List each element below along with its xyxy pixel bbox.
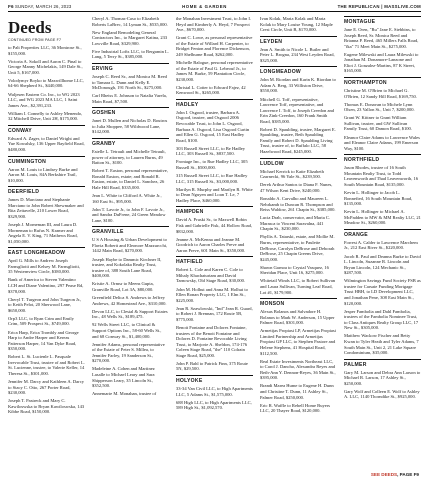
deed-entry: Whitetail Winds LLC, to Robert Sullivan and Laura Sullivan, Turning Leaf Road, Lot #1, $179,900. [260,278,336,295]
deed-entry: John T. Lavoie Jr., to John F. Lavoie Jr., and Sandra DuFrene, 24 Green Meadow Lane, $100. [92,206,166,223]
deed-entry: Robert L. Cole and Karen C. Cole to Mihaly Khachaturiam and David Tarnowsky, Old Stage Road, $30,000. [176,267,246,284]
deed-entry: James D. Marciano and Stephanie Marciano to John Robert Shewmaker and Rita Zeitavelle, 210 Lower Road, $329,900. [8,197,84,219]
deed-entry: Cheryl T. Turgeon and John Turgeon Jr., to Keith Pelot, 20 Sherwood Lane, $650,000. [8,296,82,313]
deed-entry: Mitchell G. Toff, representative, Lawrence Toff, representative, and Lawrence I. Toff, to Joseph Creedon and Erin Zink-Creedon, 160 Frank Smith Road, $385,000. [260,96,335,124]
deed-entry: 303 Russell Street LLC, to Be Hadley LLC, 303 Russell St., $837,500. [176,145,246,157]
deed-entry: Christine M. O'Brien to Michael G. O'Brien, 12 Sandy Hill Road, $169,750. [344,87,417,99]
deed-entry: Shawn Garnoa to Crystal Vasquez, 16 Sheridan Place, Unit 16, $275,000. [260,264,329,276]
deed-entry: the Monahan Investment Trust, to John I. Heyd and Kimberly A. Heyd, 7 Prospect Ave., $670,000. [176,16,252,33]
deeds-column [92,16,169,464]
continued-label: CONTINUED FROM PAGE F7 [8,38,62,42]
deed-entry: Wilmington Savings Fund Society FSB as trustee for Carsaie Funding Mortgage Trust HBH, to LD Development LLC, and Jonathan Pene, 308 East Main St., $120,000. [344,278,421,306]
deed-entry: Forrest A. Calder to Lawrence Marchem Jr., 212 East River St., $220,000. [344,239,418,251]
deed-entry: Eleanor Claire Adams to Lawrence Wales and Eleanor Claire Adams, 199 Emerson Way, $100. [344,134,420,151]
deed-entry: Jennifer Adams, personal representative of the Estate of Peter S. Millea, to Jennifer Farley, 19 Sanderson St., $270,000. [92,341,165,364]
deed-entry: Bank of America to Steven Valentino LCH and Diane Valentino, 297 Pease Rd, $378,000. [8,277,84,294]
deed-entry: Jesper Fambolia and Dahl Fambolia, trustees of the Fambolia Nominee Trust, to Class Antiques Realty Group LLC, 17 New St., $305,000. [344,308,419,331]
town-heading: MONSON [260,298,337,307]
deeds-column [260,16,337,464]
deed-entry: Jeanne A. McKenna and Jeanne M. Goodrich to Aaron Charles Preve and Aaron Preve, 601 Main St., $350,000. [176,236,246,253]
deed-entry: Christal L. Cotter to Edward Fajez, 42 Kenwood St., $265,000. [176,84,246,96]
deed-entry: Cheryl A. Thomas-Caso to Elizabeth Roberts LaBrec, 14 Lyman St., $535,000. [92,16,168,27]
town-heading: EAST LONGMEADOW [8,247,85,256]
town-heading: CONWAY [8,125,85,134]
town-heading: LEYDEN [260,36,337,45]
deed-entry: Derek Arthur Santos to Diana F. Nunes, 47 Wilson Kent Drive, $240,000. [260,182,333,193]
deed-entry: John M. Holhut and Anna M. Holhut to Ellen Ronan Property LLC, 1 Elm St., $225,000. [176,286,248,303]
town-heading: PALMER [344,359,421,368]
deed-entry: Alexas Bolanos and Salvadore H. Bolanos to Mark W. Anderson, 15 Upper Palmer Road, $301,000. [260,309,335,326]
deed-entry: April G. Mills to Andrew Joseph Farnsgliotti and Kelsey M. Farnsgliotti, 35 Westernview Circle, $380,000. [8,258,80,275]
jump-see: SEE [370,472,381,477]
town-heading: GRANBY [92,138,169,147]
town-heading: LONGMEADOW [260,66,337,75]
deed-entry: Eugene Milewski and Laura Milewski to Jonathan M. Donamore-Lanzone and Eliot J. Gonzalez-Martins, 87 K Street, $165,000. [344,51,419,74]
deed-entry: Orp3 LLC, to Ryan Crim and Emily Crim, 509 Prospect St., $749,000. [8,315,74,327]
deed-entry: Joseph T. Pastreck and Mary C. Kawiloswska to Bryan Kawiloswska, 143 Kibbe Road, $150,000. [8,398,85,415]
town-heading: MONTAGUE [344,16,421,25]
town-heading: NORTHAMPTON [344,77,421,86]
deed-entry: Robert T. Easton, personal representative, Ronald Easton, estate; and Ronald R. Easton, estate, to Daniel L. Sanchez, 26 Hale Hill Road, $335,000. [92,168,168,190]
town-heading: HAMPDEN [176,206,253,215]
section-name: HOME & GARDEN [182,4,227,9]
deed-entry: Greenfield Delica S. Andrews to Jeffrey Andrews, 42 Homestead Ave., $310,000. [92,295,167,306]
deed-entry: Jean A. Smith to Nicole L. Butler and Peter L. Brogna, 234 West Leyden Road, $325,000. [260,46,335,63]
deed-entry: Grant W. Kittner to Grant William Sullivan, trustee, and GW Sullivan Family Trust, 60 Damon Road, $100. [344,115,412,132]
deed-entry: Kristie A. Ormsr to Meens Gupta, Granville Road, Lot 3A, $80,000. [92,281,154,292]
deed-entry: Ivan Kolak, Maria Kolak and Maria Kolak to Mary Louise Young, 12 Maple Crest Circle, Unit B, $170,000. [260,16,333,33]
town-heading: NORTHFIELD [344,154,421,163]
deed-entry: David A. Pruski Sr., to Maxwell Robin Fisk and Gabrielle Fisk, 44 Hollow Road, $832,000. [176,217,253,234]
paper-name: THE REPUBLICAN | MASSLIVE.COM [337,4,421,9]
deed-entry: Carl Rheiss E. Johnson to Natalia Varela, Main Road, $7,500. [92,93,167,104]
deed-entry: Phyllis A. Tatarski, estate, and Mollie M. Burns, representative, to Paulette DeBrose, Carolyn DeBrose and Deborah DeBrose, 25 Chapin Greens Drive, $245,000. [260,234,335,262]
deed-entry: Marilyn R. Murphy and Marilyn R. White to Dean Nguyen and Loan T. Le, 7 Hadley Place, $460,000. [176,186,253,203]
page-number: F6 [8,4,14,9]
deed-entry: Volodymyr Boyko to Maxwillhome LLC, 64-66 Shepherd St., $440,000. [8,77,84,89]
town-heading: ORANGE [344,229,421,238]
deed-entry: 92 Wells Street LLC, to Clinical & Support Options Inc., 58-60 Wells St., and 68 Conway St., $1,400,000. [92,322,162,339]
deed-entry: Jennifer M. Darcy and Kathleen A. Darcy to Stacy C. Otto, 267 Porter Road, $230,000. [8,379,85,396]
town-heading: HOLYOKE [176,375,253,384]
town-heading: HADLEY [176,99,253,108]
jump-target: DEEDS [381,472,398,477]
deed-entry: Jean R. Szawlowski, "Ind" Jean R. Guard, to Robert J. Brennan, 172 Route 5B, $775,000. [176,305,253,322]
deeds-column [8,16,85,464]
town-heading: HATFIELD [176,256,253,265]
deed-entry: Jane E. Oren, "Ru" Jane E. Stebbins, to Joseph Reed, Sr. Monica Reed and Brianna P. Reed, 465 Millers Falls Road, "fka" 71 Meet Main St., $275,000. [344,27,419,49]
deed-entry: Ronaldo A. Carvalho and Maureen L. Nehrkamb to Duncan R. Thompson and Reiss Waldow, 261 Chapin St., $385,000. [260,195,336,213]
deed-entry: Kevin L. Hollinger to Michael A. McPadden to MW & MM Realty LLC, 21 Meadow St., $260,000. [344,209,421,226]
jump-page: , PAGE F9 [397,472,419,477]
deed-entry: Frontage Inc., to Rue Hadley LLC, 305 Russell St., $500,000. [176,159,248,170]
deed-entry: John I. Osgood, trustee, Barbara A. Osgood, trustee, and Osgood 2006 Revocable Trust, to John L. Osgood, Barbara A. Osgood, Lisa Osgood Curtin and Ellen G. Osgood, 15 East Hadley Road, $100. [176,109,250,143]
deed-entry: Madeleine A. Cohen and Martinez Lasalle to Michael Leary and Sara Shipperson Leary, 35 Lincoln St., $352,500. [92,366,155,389]
deed-entry: Waljesen Eastern Co. Inc., to WG 2023 LLC, and WG 2023 MA LLC, 1 Saint James Ave., $2,391,233. [8,91,80,108]
deed-entry: Kevin L. Hollinger to Jacob L. Bonnefied, 16 South Mountain Road, $135,000. [344,190,413,207]
town-heading: GOSHEN [92,107,169,116]
deed-entry: Jason Rhodes, trustee of 16 South Mountain Realty Trust, to Todd Leavenworth and Thad Leavenworth, 16 South Mountain Road, $135,000. [344,165,419,187]
town-heading: DEERFIELD [8,186,85,195]
deeds-column [176,16,253,464]
columns [8,16,421,464]
deed-entry: Brandi Marea Hume to Eugene H. Dunn and Christine T. Dunn, 11 Ashley St., Palmer Road, $250,000. [260,383,334,400]
deed-entry: Michelle Balogue, personal representative of the Estate of Paul G. Lebeouf Jr., to James M. Burke, 59 Plantation Circle, $230,000. [176,60,253,82]
deed-entry: John M. Riordan and Karin K. Riordan to Adam A. Berg, 33 Williston Drive, $550,000. [260,77,336,94]
town-heading: CUMMINGTON [8,156,85,165]
deed-entry: New England Remodeling General Contractors Inc., to Margaret Katina, 233 Lowville Road, $329,900. [92,29,168,46]
deed-entry: Michael Kerrick to Katie Elizabeth Czarnecki, 96 Yale St., $239,500. [260,168,324,180]
deed-entry: Robert L. St. Lucienle L. Pasquale Irrevocable Trust, trustee of and Robert L. St. Lucienne, trustee, to Valerie Keller, 14 Theresa St., $301,000. [8,354,85,376]
deed-entry: Eric R. Waffle to Rebell Home Buyers LLC, 20 Thayer Road, $120,000. [260,402,331,414]
deed-entry: Jacob R. Paul and Deanna Burke to David L. Lincoln, Suzanne R. Lincoln and Bryan Lincoln, 124 Mechanic St., $287,500. [344,253,421,276]
deed-entry: U S A Housing & Urban Development to Flavia Robertt and Eleonore Mazzurcchi, 1442 Main Road, $270,000. [92,237,168,254]
deed-entry: Joseph J. Morneman III, and Laura D. Morneman to Rufus N. Kramer and Angela E. V. King, 71 Mathews Road, $1,050,000. [8,222,78,244]
masthead-left [8,4,71,9]
deed-entry: Real Estate Investments Northeast LLC, to Carol J. Dancho, Alexandra Reyes and Beth-Ann Y. Dennon-Reyes, 36 Main St., $395,000. [260,358,336,381]
deed-entry: Annemarie M. Monahan, trustee of [92,391,157,397]
deed-entry: Janet D. Mullen and Nicholas D. Boutros to Julia Shoppee, 58 Wildwood Lane, $142,000. [92,118,168,135]
deed-entry: Five Industrial Lofts LLC, to Bergamin L. Lang, 5 Terry St., $385,000. [92,48,169,60]
deed-entry: Aaron M. Louis to Lindsey Burke and Aaron M. Louis, 84A Berkshire Trail, $10,000. [8,166,78,183]
deed-entry: John P. Bahl to Patrick Finn, 375 Route 5N, $29,500. [176,360,248,372]
town-heading: GRANVILLE [92,226,169,235]
deed-entry: Joseph C. Reed Sr., and Monica M. Reed to Tamara L. Dunn and Kelly E. McDonough, 191 North St., $275,000. [92,74,167,91]
deed-entry: to Palt Properties LLC, 36 Montrose St., $155,000. [8,45,82,56]
dateline: SUNDAY, MARCH 26, 2023 [15,4,72,9]
masthead [8,4,421,12]
deed-entry: 315 Russell Street LLC, to Rue Hadley LLC, 315 Russell St., $3,000,000. [176,173,248,184]
deeds-column [344,16,421,464]
deed-entry: Jean L. White to Clifford A. White Jr., 160 East St., $95,000. [92,193,162,204]
deed-entry: Erica Harp, Erica Trombly and George Harp to Andre Harper and Kereas Patterson Harper, 14 Van Dyke Road, $350,000. [8,329,79,352]
deed-entry: Victoria A. Sokoll and Aaron C. Pinal to George Manny Michelakis, 149 Dale St., Unit 5, $167,000. [8,58,83,75]
deed-entry: Thomas E. Donavan to Michele Lynn Olsen, 23 Vallon St., Unit 7, $200,000. [344,101,415,113]
deed-entry: Robert D. Spaulding, trustee, Margaret E. Spaulding, trustee, Beth Spaulding Family and Robert D. Spaulding Living Trust, trustee of, to Buffalo LLC, 58 Hazelwood Road, $245,000. [260,126,336,155]
deed-entry: Benoit Fontaine and Dolores Fontaine, trustees of the Benoit Fontaine and Dolores D. Fontaine Revocable Living Trust, to Marjorie A. Sheldon, 174-176 Coleen Stage Road, "the" 110 Colrain Stage Road, $25,000. [176,325,248,358]
deed-entry: Edward A. Zager, to Daniel Wright and Yue Kowalsky, 136 Upper Bayfield Road, $480,000. [8,135,85,153]
jump-line [371,472,419,477]
town-heading: LUDLOW [260,158,337,167]
deed-entry: Gary M. Larson and Debra Ann Larson to Michael R. Larson, 17 Ashley St., $250,000. [344,369,421,386]
deed-entry: William I. Connelly to Ashley Menendo, 32 Mitchell Drive, Unit 2H, $175,000. [8,110,83,122]
deed-entry: Matthew Wackow Fischer and Betty Kwan to Tyler Heath and Tyler Adams, 7 South Main St., Unit 2, 21 Lake Square Condominium, $35,000. [344,333,419,356]
deed-entry: Estelle L. Tetrault and Michelle Tetrault, power of attorney, to Lauren Burns, 49 Batton St., $100. [92,148,166,166]
deed-entry: 688 High LLC, to High Apartments LLC, 589 High St., $1,092,570. [176,399,252,411]
deed-entry: Lucia Drab, conservator, and Maria C. Marasca to Vincent Saravalna, 441 Chapin St., $230,000. [260,215,331,232]
deed-entry: Joseph Haybe to Dammic Kirchner II, trustee, and Kokolaka Realty Trust, trustee of, 388 South Lane Road, $400,000. [92,256,162,279]
deed-entry: 33-34 Van Civil LLC, to High Apartments LLC, 5 Adams St., $1,575,000. [176,386,253,397]
deed-entry: Grant C. Lowe, as personal representative of the Estate of Willard H. Carpenter, to Bridget Fenton and Florence Dickenson, 249 Shelburne Road, $262,000. [176,35,253,57]
deed-entry: Armetijas Propiasi LP, Armetijas Propiasi Limited Partnership and Armetijas Propiasi GP LLC, to Stephen Pastore and Helene Stephens, 41 Hospital Road, $112,500. [260,328,336,356]
deed-entry: Devon LLC, to Clesial & Support Estates Inc., 48 Wells St., $189,475. [92,308,168,320]
deed-entry: Gary Wolf and Colleen E. Wolf to Ashley A. LLC, 1140 Thorndike St., $925,000. [344,388,420,400]
town-heading: ERVING [92,63,169,72]
section-title: Deeds [8,18,52,37]
